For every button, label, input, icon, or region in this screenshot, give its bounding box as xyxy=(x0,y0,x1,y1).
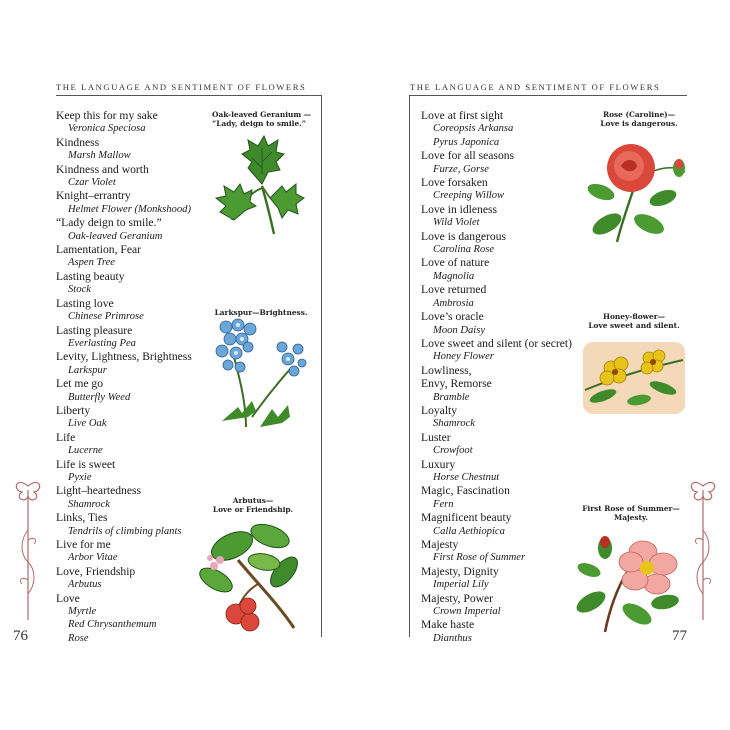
wild-rose-image xyxy=(575,522,687,634)
flower-name: Wild Violet xyxy=(433,217,480,229)
sentiment-text: Love, Friendship xyxy=(56,564,136,578)
sentiment-text: Love sweet and silent (or secret) xyxy=(421,336,572,350)
entry-item xyxy=(56,270,192,297)
sentiment-text: Links, Ties xyxy=(56,511,108,525)
entry-item xyxy=(421,377,572,404)
entry-item xyxy=(56,136,192,163)
flower-name: Fern xyxy=(433,498,454,510)
entry-item xyxy=(56,243,192,270)
illustration-larkspur xyxy=(212,308,310,440)
flower-name: Chinese Primrose xyxy=(68,311,144,323)
page-number: 77 xyxy=(672,628,687,644)
sentiment-text: Knight–errantry xyxy=(56,189,131,203)
running-head: THE LANGUAGE AND SENTIMENT OF FLOWERS xyxy=(56,82,307,92)
flower-name: Pyxie xyxy=(68,471,92,483)
sentiment-text: Lowliness, xyxy=(421,363,472,377)
sentiment-text: Love in idleness xyxy=(421,202,497,216)
sentiment-text: Luster xyxy=(421,430,451,444)
sentiment-text: Light–heartedness xyxy=(56,484,141,498)
entry-item xyxy=(421,404,572,431)
entry-item xyxy=(56,324,192,351)
entry-item xyxy=(56,163,192,190)
sentiment-text: Love returned xyxy=(421,283,487,297)
entry-item xyxy=(56,297,192,324)
sentiment-text: Majesty, Power xyxy=(421,591,494,605)
flower-name: Butterfly Weed xyxy=(68,391,131,403)
flower-name: Dianthus xyxy=(433,632,472,644)
sentiment-text: “Lady deign to smile.” xyxy=(56,216,162,230)
column-rule xyxy=(409,95,410,637)
illustration-caption: Larkspur—Brightness. xyxy=(214,308,308,317)
entry-item xyxy=(421,618,572,645)
illustration-caption: Arbutus— Love or Friendship. xyxy=(212,496,294,514)
flower-name: Czar Violet xyxy=(68,177,116,189)
sentiment-text: Majesty, Dignity xyxy=(421,564,499,578)
honey-flower-image xyxy=(579,330,689,420)
flower-name: Red Chrysanthemum xyxy=(68,619,157,631)
illustration-caption: Honey-flower— Love sweet and silent. xyxy=(588,312,680,330)
entry-item xyxy=(421,149,572,176)
sentiment-text: Lasting beauty xyxy=(56,269,125,283)
entry-item xyxy=(56,109,192,136)
sentiment-text: Love’s oracle xyxy=(421,310,484,324)
entry-item xyxy=(56,511,192,538)
flower-name: Larkspur xyxy=(68,364,107,376)
flower-name: Calla Aethiopica xyxy=(433,525,505,537)
entry-item xyxy=(421,511,572,538)
flower-name: Imperial Lily xyxy=(433,579,489,591)
sentiment-text: Loyalty xyxy=(421,403,458,417)
flower-name: Veronica Speciosa xyxy=(68,123,146,135)
entry-item xyxy=(56,350,192,377)
flower-name: Shamrock xyxy=(433,418,475,430)
sentiment-text: Envy, Remorse xyxy=(421,377,492,391)
flower-name: Horse Chestnut xyxy=(433,471,500,483)
larkspur-flower-image xyxy=(212,317,310,435)
flower-name: Everlasting Pea xyxy=(68,337,136,349)
header-rule xyxy=(409,95,687,96)
illustration-caption: First Rose of Summer— Majesty. xyxy=(582,504,680,522)
entry-item xyxy=(421,565,572,592)
entry-item xyxy=(421,484,572,511)
sentiment-text: Life is sweet xyxy=(56,457,116,471)
flower-name: Creeping Willow xyxy=(433,190,505,202)
sentiment-text: Live for me xyxy=(56,538,111,551)
illustration-caption: Rose (Caroline)— Love is dangerous. xyxy=(600,110,678,128)
sentiment-text: Love at first sight xyxy=(421,109,504,122)
flower-name: Oak-leaved Geranium xyxy=(68,230,163,242)
entry-item xyxy=(421,431,572,458)
illustration-carolina-rose xyxy=(587,110,691,251)
illustration-oak-leaved-geranium xyxy=(212,110,312,245)
flower-name: Crowfoot xyxy=(433,445,473,457)
entry-item xyxy=(421,109,572,149)
entry-item xyxy=(421,230,572,257)
entry-item xyxy=(56,431,192,458)
sentiment-text: Keep this for my sake xyxy=(56,109,158,122)
flower-name: Ambrosia xyxy=(433,297,474,309)
flower-name: Bramble xyxy=(433,391,470,403)
sentiment-text: Majesty xyxy=(421,538,459,551)
entry-item xyxy=(421,310,572,337)
sentiment-text: Liberty xyxy=(56,403,91,417)
entry-item xyxy=(56,458,192,485)
entry-item xyxy=(56,216,192,243)
entry-item xyxy=(421,176,572,203)
flower-name: Honey Flower xyxy=(433,351,494,363)
flower-name: Live Oak xyxy=(68,418,107,430)
sentiment-text: Luxury xyxy=(421,457,456,471)
entry-item xyxy=(421,364,572,377)
entry-item xyxy=(421,337,572,364)
flower-name: Marsh Mallow xyxy=(68,150,131,162)
sentiment-text: Magic, Fascination xyxy=(421,484,510,498)
entry-item xyxy=(56,189,192,216)
entry-item xyxy=(421,538,572,565)
flower-name: Carolina Rose xyxy=(433,244,495,256)
floral-ornament-icon xyxy=(683,470,723,630)
sentiment-text: Kindness and worth xyxy=(56,162,149,176)
flower-name: Aspen Tree xyxy=(68,257,115,269)
entry-item xyxy=(421,203,572,230)
sentiment-text: Lamentation, Fear xyxy=(56,243,141,257)
flower-name: First Rose of Summer xyxy=(433,552,526,564)
entry-item xyxy=(421,592,572,619)
entry-list xyxy=(421,109,572,645)
flower-name: Crown Imperial xyxy=(433,606,501,618)
sentiment-text: Lasting pleasure xyxy=(56,323,133,337)
running-head: THE LANGUAGE AND SENTIMENT OF FLOWERS xyxy=(410,82,661,92)
illustration-arbutus xyxy=(198,496,308,639)
page-number: 76 xyxy=(13,628,28,644)
sentiment-text: Levity, Lightness, Brightness xyxy=(56,350,192,364)
flower-name: Stock xyxy=(68,284,91,296)
flower-name: Pyrus Japonica xyxy=(433,136,500,148)
flower-name: Magnolia xyxy=(433,270,475,282)
entry-item xyxy=(56,377,192,404)
entry-list xyxy=(56,109,192,645)
illustration-honey-flower xyxy=(579,312,689,425)
sentiment-text: Love for all seasons xyxy=(421,149,515,163)
sentiment-text: Life xyxy=(56,430,76,444)
illustration-caption: Oak-leaved Geranium — “Lady, deign to smile.” xyxy=(212,110,312,128)
flower-name: Helmet Flower (Monkshood) xyxy=(68,203,191,215)
entry-item xyxy=(421,458,572,485)
entry-item xyxy=(56,565,192,592)
right-page xyxy=(365,0,730,730)
entry-item xyxy=(421,256,572,283)
sentiment-text: Let me go xyxy=(56,377,104,391)
flower-name: Shamrock xyxy=(68,498,110,510)
header-rule xyxy=(56,95,321,96)
sentiment-text: Lasting love xyxy=(56,296,114,310)
geranium-leaf-image xyxy=(212,128,306,240)
sentiment-text: Make haste xyxy=(421,618,475,632)
sentiment-text: Magnificent beauty xyxy=(421,511,512,525)
flower-name: Arbor Vitae xyxy=(68,552,118,564)
flower-name: Myrtle xyxy=(68,606,97,618)
flower-name: Arbutus xyxy=(68,579,102,591)
flower-name: Moon Daisy xyxy=(433,324,486,336)
entry-item xyxy=(421,283,572,310)
flower-name: Tendrils of climbing plants xyxy=(68,525,182,537)
floral-ornament-icon xyxy=(8,470,48,630)
sentiment-text: Kindness xyxy=(56,135,100,149)
rose-image xyxy=(587,128,691,246)
flower-name: Lucerne xyxy=(68,445,103,457)
arbutus-berries-image xyxy=(198,514,308,634)
sentiment-text: Love of nature xyxy=(421,256,490,270)
illustration-first-rose-of-summer xyxy=(575,504,687,639)
entry-item xyxy=(56,484,192,511)
sentiment-text: Love xyxy=(56,591,80,605)
column-rule xyxy=(321,95,322,637)
sentiment-text: Love forsaken xyxy=(421,176,488,190)
flower-name: Rose xyxy=(68,632,89,644)
sentiment-text: Love is dangerous xyxy=(421,229,507,243)
entry-item xyxy=(56,404,192,431)
flower-name: Furze, Gorse xyxy=(433,163,489,175)
entry-item xyxy=(56,538,192,565)
flower-name: Coreopsis Arkansa xyxy=(433,123,514,135)
entry-item xyxy=(56,592,192,646)
